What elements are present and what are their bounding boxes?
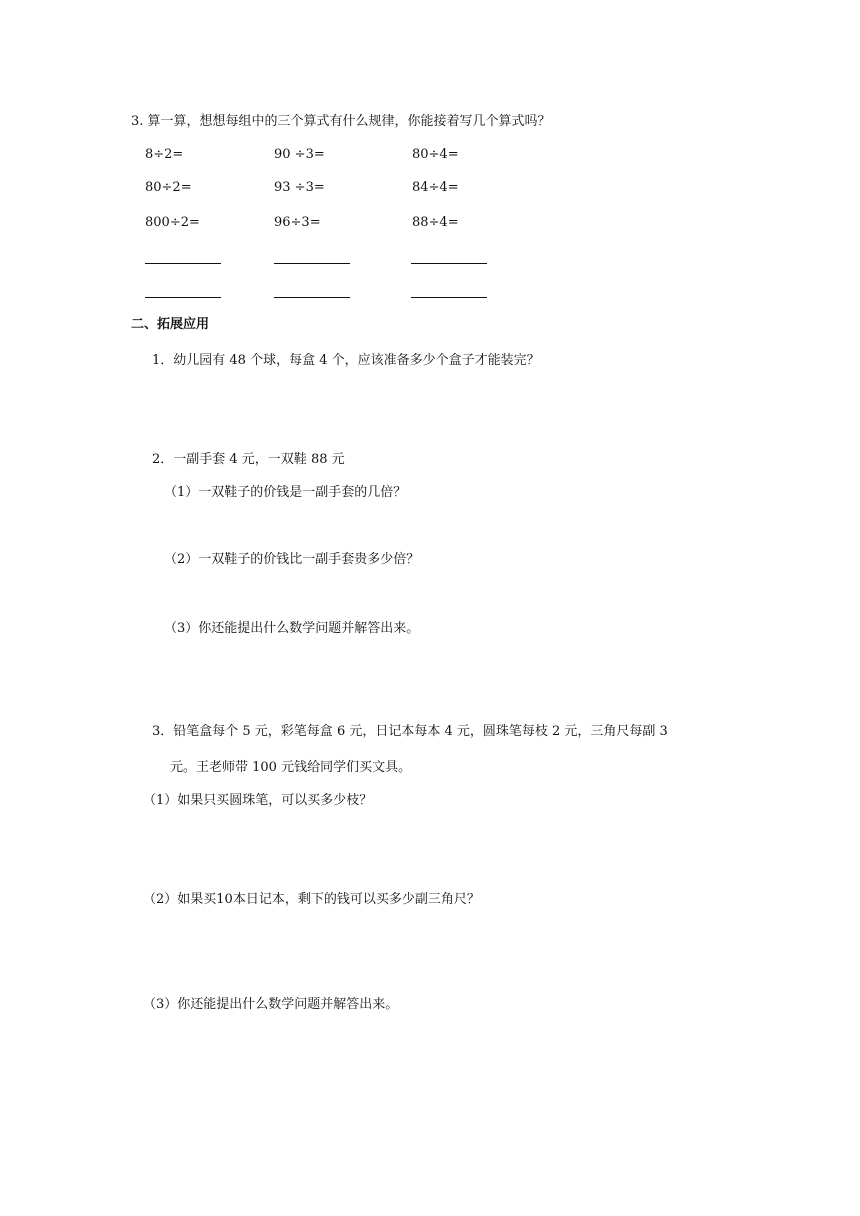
problem-3-stem-line1: 3．铅笔盒每个 5 元，彩笔每盒 6 元，日记本每本 4 元，圆珠笔每枝 2 元，三角尺每副 3	[152, 724, 668, 739]
equation-col3-row2: 84÷4=	[412, 180, 459, 195]
section-heading: 二、拓展应用	[131, 317, 210, 332]
answer-blank-col3-row1	[411, 263, 487, 264]
problem-3-stem-line2: 元。王老师带 100 元钱给同学们买文具。	[170, 760, 412, 775]
problem-1-text: 1．幼儿园有 48 个球，每盒 4 个，应该准备多少个盒子才能装完？	[152, 353, 540, 368]
problem-2-sub1: （1）一双鞋子的价钱是一副手套的几倍？	[164, 485, 407, 500]
answer-blank-col3-row2	[411, 297, 487, 298]
equation-col3-row1: 80÷4=	[412, 147, 459, 162]
answer-blank-col2-row1	[274, 263, 350, 264]
problem-2-sub2: （2）一双鞋子的价钱比一副手套贵多少倍？	[164, 552, 420, 567]
equation-col2-row3: 96÷3=	[274, 215, 321, 230]
equation-col2-row2: 93 ÷3=	[274, 180, 325, 195]
equation-col3-row3: 88÷4=	[412, 215, 459, 230]
problem-2-stem: 2．一副手套 4 元，一双鞋 88 元	[152, 452, 345, 467]
question-3-title: 3. 算一算，想想每组中的三个算式有什么规律，你能接着写几个算式吗？	[131, 114, 551, 129]
answer-blank-col1-row2	[145, 297, 221, 298]
problem-3-sub3: （3）你还能提出什么数学问题并解答出来。	[143, 997, 399, 1012]
problem-3-sub2: （2）如果买10本日记本，剩下的钱可以买多少副三角尺？	[143, 892, 480, 907]
answer-blank-col2-row2	[274, 297, 350, 298]
equation-col1-row1: 8÷2=	[145, 147, 184, 162]
equation-col1-row3: 800÷2=	[145, 215, 200, 230]
problem-2-sub3: （3）你还能提出什么数学问题并解答出来。	[164, 621, 420, 636]
equation-col1-row2: 80÷2=	[145, 180, 192, 195]
problem-3-sub1: （1）如果只买圆珠笔，可以买多少枝？	[143, 793, 373, 808]
answer-blank-col1-row1	[145, 263, 221, 264]
equation-col2-row1: 90 ÷3=	[274, 147, 325, 162]
